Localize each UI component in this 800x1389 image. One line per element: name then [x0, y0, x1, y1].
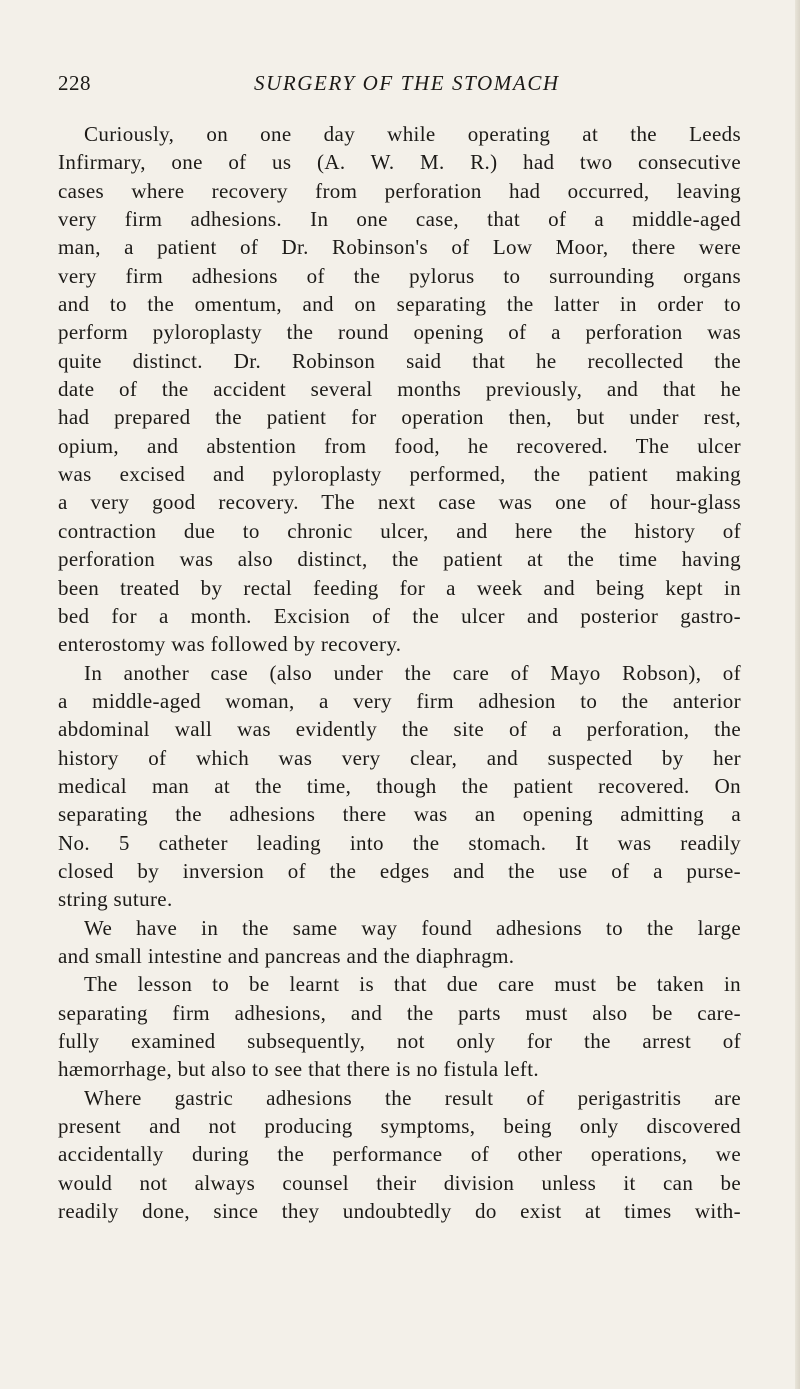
- text-line: very firm adhesions of the pylorus to surrounding organs: [58, 263, 741, 288]
- text-line: accidentally during the performance of other operations, we: [58, 1142, 741, 1167]
- text-line: medical man at the time, though the patient recovered. On: [58, 773, 741, 798]
- text-line: a very good recovery. The next case was one of hour-glass: [58, 490, 741, 515]
- text-line: Curiously, on one day while operating at the Leeds: [84, 122, 741, 146]
- text-line: separating firm adhesions, and the parts must also be care-: [58, 1000, 741, 1025]
- text-line: had prepared the patient for operation then, but under rest,: [58, 405, 741, 430]
- text-line: a middle-aged woman, a very firm adhesion to the anterior: [58, 688, 741, 713]
- text-line: quite distinct. Dr. Robinson said that he recollected the: [58, 348, 741, 373]
- page-header: [58, 68, 740, 98]
- text-line: was excised and pyloroplasty performed, the patient making: [58, 462, 741, 487]
- text-line: Infirmary, one of us (A. W. M. R.) had two consecutive: [58, 150, 741, 175]
- text-line: fully examined subsequently, not only for the arrest of: [58, 1029, 741, 1053]
- text-line: No. 5 catheter leading into the stomach. It was readily: [58, 830, 741, 855]
- text-line: history of which was very clear, and suspected by her: [58, 745, 741, 770]
- text-line: separating the adhesions there was an opening admitting a: [58, 802, 741, 827]
- text-line: and to the omentum, and on separating the latter in order to: [58, 292, 741, 317]
- text-line: perforation was also distinct, the patient at the time having: [58, 547, 741, 572]
- text-line: present and not producing symptoms, being only discovered: [58, 1114, 741, 1139]
- text-line: We have in the same way found adhesions to the large: [84, 915, 741, 940]
- text-line: closed by inversion of the edges and the use of a purse-: [58, 858, 741, 883]
- text-line: would not always counsel their division unless it can be: [58, 1170, 741, 1195]
- text-line: been treated by rectal feeding for a week and being kept in: [58, 575, 741, 600]
- body-text: [58, 120, 741, 1225]
- text-line: and small intestine and pancreas and the diaphragm.: [58, 943, 515, 968]
- text-line: readily done, since they undoubtedly do exist at times with-: [58, 1199, 741, 1224]
- text-line: Where gastric adhesions the result of perigastritis are: [84, 1085, 741, 1110]
- text-line: perform pyloroplasty the round opening of a perforation was: [58, 320, 741, 345]
- text-line: hæmorrhage, but also to see that there is no fistula left.: [58, 1057, 540, 1082]
- text-line: The lesson to be learnt is that due care must be taken in: [84, 972, 741, 997]
- page-edge: [795, 0, 800, 1389]
- text-line: very firm adhesions. In one case, that of a middle-aged: [58, 207, 741, 232]
- text-line: In another case (also under the care of Mayo Robson), of: [84, 660, 741, 685]
- text-line: man, a patient of Dr. Robinson's of Low Moor, there were: [58, 235, 741, 260]
- text-line: enterostomy was followed by recovery.: [58, 632, 402, 657]
- text-line: date of the accident several months previously, and that he: [58, 377, 741, 402]
- page-number: 228: [58, 71, 91, 95]
- text-line: cases where recovery from perforation had occurred, leaving: [58, 178, 741, 203]
- text-line: abdominal wall was evidently the site of a perforation, the: [58, 717, 741, 742]
- text-line: string suture.: [58, 887, 173, 912]
- running-title: SURGERY OF THE STOMACH: [254, 71, 560, 95]
- text-line: bed for a month. Excision of the ulcer and posterior gastro-: [58, 603, 741, 628]
- text-line: contraction due to chronic ulcer, and here the history of: [58, 518, 741, 543]
- text-line: opium, and abstention from food, he recovered. The ulcer: [58, 433, 741, 458]
